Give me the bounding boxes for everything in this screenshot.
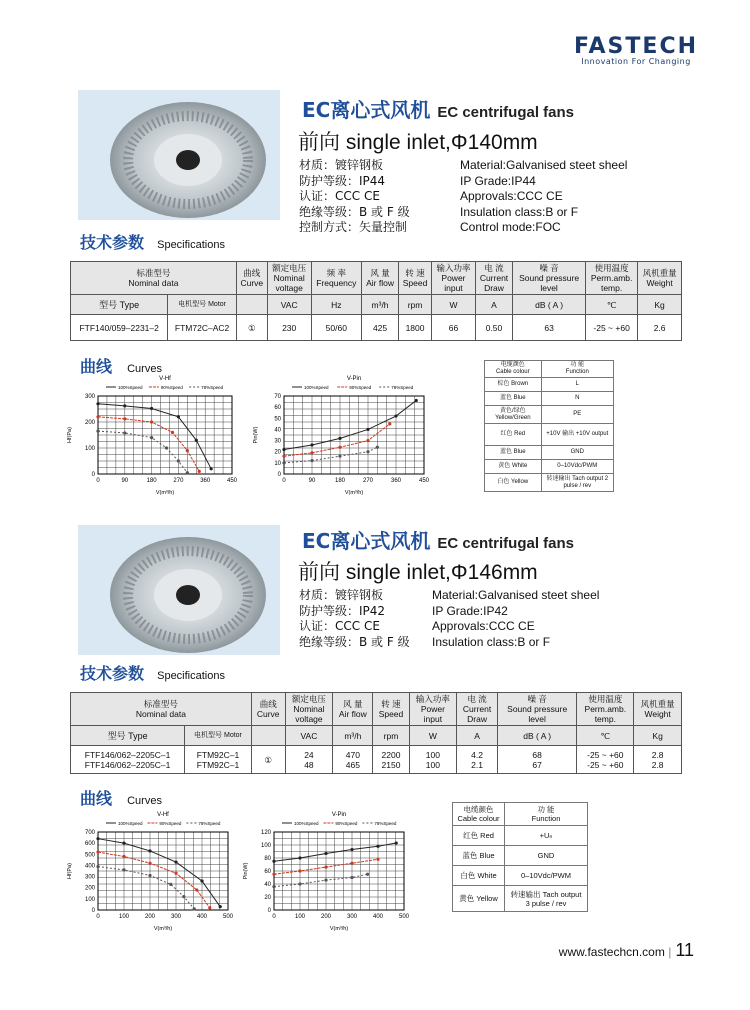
fan-photo-146 bbox=[78, 525, 280, 655]
data-point bbox=[350, 876, 353, 879]
data-point bbox=[338, 455, 341, 458]
brand-tagline: Innovation For Changing bbox=[581, 57, 691, 66]
y-tick-label: 0 bbox=[91, 472, 95, 478]
series-line bbox=[274, 874, 368, 886]
data-point bbox=[150, 436, 153, 439]
chart-title: V-Pin bbox=[346, 376, 362, 382]
cable-row: 棕色 Brown L bbox=[485, 378, 614, 392]
x-tick-label: 200 bbox=[144, 914, 156, 920]
data-point bbox=[122, 855, 125, 858]
chart-title: V-Pin bbox=[331, 812, 347, 818]
data-point bbox=[96, 850, 99, 853]
y-axis-label: Pin(W) bbox=[253, 426, 259, 444]
cable-row: 蓝色 Blue GND bbox=[485, 446, 614, 460]
spec-line: Material:Galvanised steet sheel bbox=[432, 588, 600, 602]
x-tick-label: 100 bbox=[294, 914, 306, 920]
x-tick-label: 270 bbox=[173, 478, 184, 484]
x-tick-label: 90 bbox=[308, 478, 316, 484]
series-line bbox=[98, 867, 194, 909]
y-tick-label: 0 bbox=[91, 908, 95, 914]
legend-label: 78%Speed bbox=[374, 821, 397, 826]
table-row: FTF140/059–2231–2 FTM72C–AC2 ① 230 50/60 425 1800 66 0.50 63 -25 ~ +60 2.6 bbox=[71, 315, 682, 341]
spec-table-1 bbox=[70, 261, 682, 341]
x-tick-label: 450 bbox=[418, 478, 430, 484]
table-unit-row: 型号 Type 电机型号 Motor VAC m³/h rpm W A dB ( A ) ℃ Kg bbox=[71, 726, 682, 746]
table-row: FTF146/062–2205C–1 FTF146/062–2205C–1 FTM92C–1 FTM92C–1 ① 24 48 470 465 2200 2150 100 100 4.2 2.1 68 67 -25 ~ +60 -25 ~ +60 2.8 2.8 bbox=[71, 746, 682, 774]
y-tick-label: 700 bbox=[84, 830, 95, 836]
data-point bbox=[366, 873, 369, 876]
legend-label: 78%Speed bbox=[201, 385, 224, 390]
table-header-row: 标准型号 Nominal data 曲线 Curve 额定电压 Nominal voltage 风 量 Air flow 转 速 Speed 输入功率 Power input 电 流 Current Draw 噪 音 Sound pressure level 使用温度 Perm.amb. temp. 风机重量 Weight bbox=[71, 693, 682, 726]
data-point bbox=[169, 883, 172, 886]
x-tick-label: 500 bbox=[398, 914, 410, 920]
data-point bbox=[171, 431, 174, 434]
spec-line: 认证：CCC CE bbox=[299, 619, 380, 633]
chart-v-hf-140 bbox=[62, 372, 242, 500]
x-tick-label: 180 bbox=[146, 478, 157, 484]
fan-photo-140 bbox=[78, 90, 280, 220]
data-point bbox=[174, 872, 177, 875]
data-point bbox=[310, 443, 313, 446]
cable-table-2: 电缆颜色 Cable colour 功 能 Function 红色 Red +Uₙ 蓝色 Blue GND 白色 White 0–10Vdc/PWM 黄色 Yellow 转速输出 Tach output 3 pulse / rev bbox=[452, 802, 588, 912]
y-tick-label: 40 bbox=[274, 427, 281, 434]
spec-line: Control mode:FOC bbox=[460, 220, 561, 234]
cable-row: 蓝色 Blue GND bbox=[453, 846, 588, 866]
specs-en-1 bbox=[460, 158, 627, 236]
data-point bbox=[165, 446, 168, 449]
chart-v-pin-140 bbox=[248, 372, 434, 500]
data-point bbox=[177, 459, 180, 462]
data-point bbox=[338, 446, 341, 449]
spec-line: Approvals:CCC CE bbox=[432, 619, 535, 633]
data-point bbox=[324, 866, 327, 869]
y-tick-label: 100 bbox=[84, 896, 95, 903]
page-number: 11 bbox=[675, 940, 694, 960]
cable-row: 红色 Red +10V 输出 +10V output bbox=[485, 424, 614, 446]
y-tick-label: 100 bbox=[260, 843, 271, 849]
data-point bbox=[310, 451, 313, 454]
data-point bbox=[366, 450, 369, 453]
data-point bbox=[338, 437, 341, 440]
cable-row: 黄色/绿色 Yellow/Green PE bbox=[485, 406, 614, 424]
y-tick-label: 60 bbox=[274, 405, 281, 412]
cable-row: 黄色 Yellow 转速输出 Tach output 3 pulse / rev bbox=[453, 886, 588, 912]
data-point bbox=[195, 888, 198, 891]
spec-line: 认证：CCC CE bbox=[299, 189, 380, 203]
chart-v-pin-146 bbox=[238, 808, 414, 936]
table-header-row: 标准型号 Nominal data 曲线 Curve 额定电压 Nominal voltage 频 率 Frequency 风 量 Air flow 转 速 Speed 输入功率 Power input 电 流 Current Draw 噪 音 Sound pressure level 使用温度 Perm.amb. temp. 风机重量 Weight bbox=[71, 262, 682, 295]
data-point bbox=[272, 885, 275, 888]
data-point bbox=[193, 907, 196, 910]
chart-v-hf-146 bbox=[62, 808, 238, 936]
title-en: EC centrifugal fans bbox=[437, 535, 575, 552]
x-tick-label: 90 bbox=[121, 478, 129, 484]
data-point bbox=[324, 852, 327, 855]
x-tick-label: 0 bbox=[96, 914, 100, 920]
legend-label: 100%Speed bbox=[304, 385, 329, 390]
spec-line: 材质：镀锌钢板 bbox=[299, 588, 384, 602]
data-point bbox=[350, 862, 353, 865]
data-point bbox=[200, 879, 203, 882]
data-point bbox=[96, 402, 99, 405]
x-tick-label: 300 bbox=[346, 914, 358, 920]
y-tick-label: 600 bbox=[84, 841, 95, 848]
spec-line: Approvals:CCC CE bbox=[460, 189, 563, 203]
data-point bbox=[219, 905, 222, 908]
curves-cn: 曲线 bbox=[80, 789, 113, 808]
section-heading-2 bbox=[80, 661, 225, 684]
table-unit-row: 型号 Type 电机型号 Motor VAC Hz m³/h rpm W A dB ( A ) ℃ Kg bbox=[71, 295, 682, 315]
x-axis-label: V(m³/h) bbox=[155, 490, 175, 496]
y-tick-label: 200 bbox=[84, 885, 95, 892]
x-tick-label: 360 bbox=[200, 478, 211, 484]
y-tick-label: 200 bbox=[84, 420, 95, 426]
cable-table-1: 电缆颜色 Cable colour 功 能 Function 棕色 Brown L 蓝色 Blue N 黄色/绿色 Yellow/Green PE 红色 Red +10V 输出 +10V output 蓝色 Blue GND 黄色 White 0–10Vdc/PWM 白色 Yellow 转速输出 Tach output 2 pulse / rev bbox=[484, 360, 614, 492]
data-point bbox=[282, 455, 285, 458]
cable-row: 白色 Yellow 转速输出 Tach output 2 pulse / rev bbox=[485, 474, 614, 492]
series-line bbox=[98, 404, 211, 469]
data-point bbox=[123, 431, 126, 434]
spec-line: 控制方式：矢量控制 bbox=[299, 220, 408, 234]
y-tick-label: 40 bbox=[264, 882, 271, 888]
x-tick-label: 400 bbox=[196, 914, 208, 920]
y-tick-label: 60 bbox=[264, 869, 271, 875]
data-point bbox=[96, 415, 99, 418]
brand-name: FASTECH bbox=[574, 34, 698, 59]
curves-en: Curves bbox=[127, 795, 162, 807]
data-point bbox=[96, 837, 99, 840]
legend-label: 90%Speed bbox=[160, 385, 183, 390]
spec-line: Insulation class:B or F bbox=[460, 204, 579, 219]
y-tick-label: 500 bbox=[84, 852, 95, 859]
cable-row: 黄色 White 0–10Vdc/PWM bbox=[485, 460, 614, 474]
data-point bbox=[415, 399, 418, 402]
y-tick-label: 300 bbox=[84, 394, 95, 400]
legend-label: 100%Speed bbox=[294, 821, 319, 826]
x-tick-label: 400 bbox=[372, 914, 384, 920]
data-point bbox=[298, 869, 301, 872]
y-tick-label: 120 bbox=[260, 830, 271, 836]
data-point bbox=[122, 842, 125, 845]
x-tick-label: 0 bbox=[282, 478, 286, 484]
data-point bbox=[282, 461, 285, 464]
x-tick-label: 180 bbox=[334, 478, 346, 484]
data-point bbox=[186, 449, 189, 452]
x-tick-label: 0 bbox=[272, 914, 276, 920]
data-point bbox=[174, 860, 177, 863]
legend-label: 100%Speed bbox=[118, 385, 143, 390]
data-point bbox=[376, 845, 379, 848]
data-point bbox=[150, 420, 153, 423]
series-line bbox=[284, 400, 416, 449]
curves-heading-2 bbox=[80, 786, 162, 809]
spec-line: 防护等级：IP44 bbox=[299, 173, 386, 188]
footer: www.fastechcn.com | 11 bbox=[558, 940, 694, 960]
data-point bbox=[272, 873, 275, 876]
y-tick-label: 400 bbox=[84, 863, 95, 870]
spec-line: 材质：镀锌钢板 bbox=[299, 158, 384, 172]
y-tick-label: 100 bbox=[84, 446, 95, 452]
legend-label: 90%Speed bbox=[159, 821, 182, 826]
spec-line: IP Grade:IP44 bbox=[460, 173, 536, 188]
data-point bbox=[198, 470, 201, 473]
data-point bbox=[148, 849, 151, 852]
data-point bbox=[272, 860, 275, 863]
section-en: Specifications bbox=[157, 239, 225, 251]
data-point bbox=[388, 422, 391, 425]
data-point bbox=[376, 858, 379, 861]
x-tick-label: 360 bbox=[390, 478, 402, 484]
cable-row: 红色 Red +Uₙ bbox=[453, 826, 588, 846]
spec-table-2 bbox=[70, 692, 682, 774]
brand-logo bbox=[574, 34, 698, 66]
legend-label: 90%Speed bbox=[349, 385, 372, 390]
y-axis-label: Pin(W) bbox=[243, 862, 249, 880]
y-tick-label: 50 bbox=[274, 416, 281, 423]
data-point bbox=[366, 428, 369, 431]
data-point bbox=[376, 446, 379, 449]
curves-en: Curves bbox=[127, 363, 162, 375]
title-en: EC centrifugal fans bbox=[437, 104, 575, 121]
data-point bbox=[96, 865, 99, 868]
data-point bbox=[177, 415, 180, 418]
curves-cn: 曲线 bbox=[80, 357, 113, 376]
x-tick-label: 450 bbox=[226, 478, 238, 484]
x-axis-label: V(m³/h) bbox=[153, 926, 173, 932]
data-point bbox=[150, 407, 153, 410]
y-tick-label: 300 bbox=[84, 874, 95, 881]
y-tick-label: 30 bbox=[274, 438, 281, 445]
x-tick-label: 500 bbox=[222, 914, 234, 920]
y-tick-label: 70 bbox=[274, 394, 281, 400]
specs-cn-1 bbox=[299, 158, 410, 236]
data-point bbox=[310, 459, 313, 462]
spec-line: IP Grade:IP42 bbox=[432, 603, 508, 618]
product-subtitle-1: 前向 single inlet,Φ140mm bbox=[298, 131, 538, 154]
specs-en-2 bbox=[432, 588, 599, 650]
product-subtitle-2: 前向 single inlet,Φ146mm bbox=[298, 561, 538, 584]
data-point bbox=[186, 471, 189, 474]
data-point bbox=[350, 848, 353, 851]
data-point bbox=[195, 439, 198, 442]
data-point bbox=[366, 439, 369, 442]
y-tick-label: 0 bbox=[277, 472, 281, 478]
y-tick-label: 20 bbox=[264, 895, 271, 901]
section-cn: 技术参数 bbox=[80, 233, 145, 252]
data-point bbox=[298, 882, 301, 885]
cable-row: 白色 White 0–10Vdc/PWM bbox=[453, 866, 588, 886]
spec-line: 绝缘等级：B 或 F 级 bbox=[299, 634, 410, 649]
data-point bbox=[282, 448, 285, 451]
x-tick-label: 200 bbox=[320, 914, 332, 920]
section-cn: 技术参数 bbox=[80, 664, 145, 683]
data-point bbox=[123, 417, 126, 420]
x-tick-label: 300 bbox=[170, 914, 182, 920]
spec-line: Material:Galvanised steet sheel bbox=[460, 158, 628, 172]
legend-label: 78%Speed bbox=[391, 385, 414, 390]
product-title-1 bbox=[302, 94, 574, 123]
data-point bbox=[148, 874, 151, 877]
series-line bbox=[98, 852, 210, 908]
section-en: Specifications bbox=[157, 670, 225, 682]
data-point bbox=[210, 467, 213, 470]
data-point bbox=[395, 841, 398, 844]
x-axis-label: V(m³/h) bbox=[344, 490, 364, 496]
spec-line: 绝缘等级：B 或 F 级 bbox=[299, 204, 410, 219]
x-tick-label: 270 bbox=[362, 478, 374, 484]
x-tick-label: 0 bbox=[96, 478, 100, 484]
y-tick-label: 10 bbox=[274, 460, 281, 467]
spec-line: Insulation class:B or F bbox=[432, 634, 551, 649]
data-point bbox=[298, 856, 301, 859]
y-tick-label: 20 bbox=[274, 449, 281, 456]
legend-label: 100%Speed bbox=[118, 821, 143, 826]
specs-cn-2 bbox=[299, 588, 410, 650]
y-tick-label: 80 bbox=[264, 856, 271, 862]
data-point bbox=[324, 879, 327, 882]
title-cn: EC离心式风机 bbox=[302, 98, 431, 122]
data-point bbox=[182, 895, 185, 898]
data-point bbox=[122, 868, 125, 871]
data-point bbox=[123, 404, 126, 407]
spec-line: 防护等级：IP42 bbox=[299, 603, 386, 618]
product-title-2 bbox=[302, 525, 574, 554]
chart-title: V-Hf bbox=[159, 376, 171, 382]
y-axis-label: Hf(Pa) bbox=[67, 427, 73, 443]
data-point bbox=[148, 862, 151, 865]
y-axis-label: Hf(Pa) bbox=[67, 863, 73, 879]
legend-label: 78%Speed bbox=[198, 821, 221, 826]
data-point bbox=[394, 414, 397, 417]
cable-row: 蓝色 Blue N bbox=[485, 392, 614, 406]
data-point bbox=[96, 430, 99, 433]
chart-title: V-Hf bbox=[157, 812, 169, 818]
x-axis-label: V(m³/h) bbox=[329, 926, 349, 932]
footer-url[interactable]: www.fastechcn.com bbox=[558, 945, 665, 959]
data-point bbox=[208, 906, 211, 909]
legend-label: 90%Speed bbox=[335, 821, 358, 826]
x-tick-label: 100 bbox=[118, 914, 130, 920]
section-heading-1 bbox=[80, 230, 225, 253]
title-cn: EC离心式风机 bbox=[302, 529, 431, 553]
y-tick-label: 0 bbox=[267, 908, 271, 914]
